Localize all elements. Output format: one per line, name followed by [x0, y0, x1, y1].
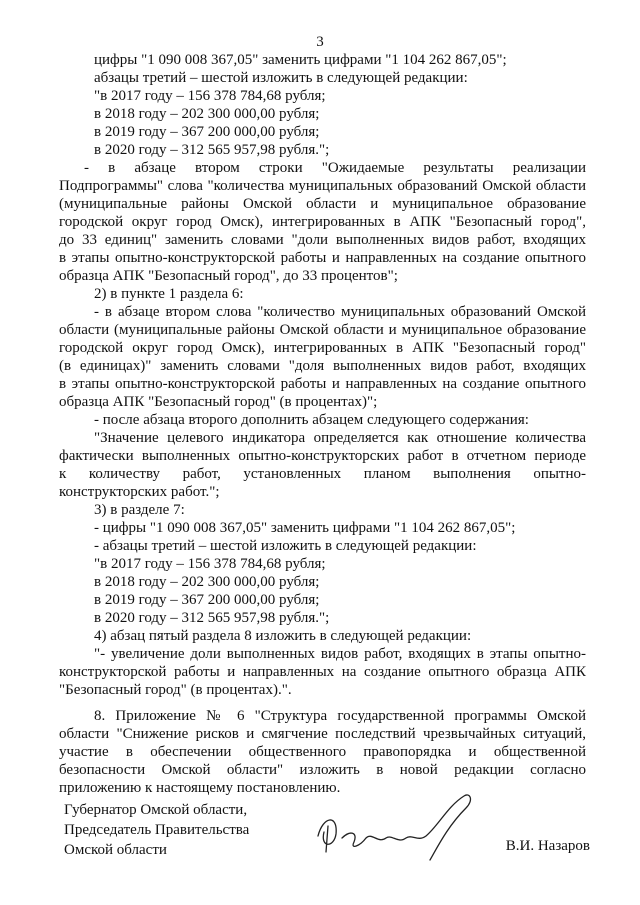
text-line: 4) абзац пятый раздела 8 изложить в следующей редакции: — [94, 628, 472, 644]
text-line: участие в обеспечении общественного правопорядка и общественной — [59, 744, 586, 760]
text-line: образца АПК "Безопасный город" (в процентах)"; — [59, 394, 378, 410]
signatory-title-line-2: Председатель Правительства — [64, 822, 250, 838]
text-line: Подпрограммы" слова "количества муниципальных образований Омской области — [59, 178, 586, 194]
text-line: до 33 единиц" заменить словами "доли выполненных видов работ, входящих — [59, 232, 586, 248]
text-line: в этапы опытно-конструкторской работы и направленных на создание опытного — [59, 376, 586, 392]
text-line: (муниципальные районы Омской области и муниципальное образование — [59, 196, 586, 212]
signatory-title-line-1: Губернатор Омской области, — [64, 802, 248, 818]
text-line: "в 2017 году – 156 378 784,68 рубля; — [94, 556, 326, 572]
text-line: абзацы третий – шестой изложить в следующей редакции: — [94, 70, 468, 86]
document-body — [59, 51, 586, 797]
text-line: в 2020 году – 312 565 957,98 рубля."; — [94, 610, 330, 626]
text-line: городской округ город Омск), интегрированных в АПК "Безопасный город", — [59, 214, 586, 230]
text-line: (в единицах)" заменить словами "доля выполненных видов работ, входящих — [59, 358, 586, 374]
text-line: конструкторских работ."; — [59, 484, 220, 500]
text-line: 3) в разделе 7: — [94, 502, 185, 518]
text-line: - после абзаца второго дополнить абзацем следующего содержания: — [94, 412, 529, 428]
text-line: "Безопасный город" (в процентах).". — [59, 682, 292, 698]
signatory-name: В.И. Назаров — [505, 838, 590, 854]
text-line: "- увеличение доли выполненных видов работ, входящих в этапы опытно- — [94, 646, 586, 662]
text-line: образца АПК "Безопасный город", до 33 процентов"; — [59, 268, 398, 284]
text-line: фактически выполненных опытно-конструкторских работ в отчетном периоде — [59, 448, 586, 464]
text-line: области (муниципальные районы Омской области и муниципальное образование — [59, 322, 586, 338]
text-line: "в 2017 году – 156 378 784,68 рубля; — [94, 88, 326, 104]
text-line: "Значение целевого индикатора определяется как отношение количества — [94, 430, 586, 446]
handwritten-signature — [298, 786, 478, 866]
text-line: цифры "1 090 008 367,05" заменить цифрами "1 104 262 867,05"; — [94, 52, 507, 68]
text-line: 8. Приложение № 6 "Структура государственной программы Омской — [94, 708, 586, 724]
text-line: приложению к настоящему постановлению. — [59, 780, 341, 796]
signatory-title-line-3: Омской области — [64, 842, 167, 858]
signature-block — [64, 800, 249, 860]
text-line: в 2018 году – 202 300 000,00 рубля; — [94, 106, 320, 122]
text-line: к количеству работ, установленных планом выполнения опытно- — [59, 466, 586, 482]
text-line: области "Снижение рисков и смягчение последствий чрезвычайных ситуаций, — [59, 726, 586, 742]
text-line: - цифры "1 090 008 367,05" заменить цифрами "1 104 262 867,05"; — [94, 520, 516, 536]
text-line: - абзацы третий – шестой изложить в следующей редакции: — [94, 538, 477, 554]
text-line: - в абзаце втором слова "количество муниципальных образований Омской — [94, 304, 586, 320]
text-line: - в абзаце втором строки "Ожидаемые результаты реализации — [84, 160, 586, 176]
text-line: в этапы опытно-конструкторской работы и направленных на создание опытного — [59, 250, 586, 266]
page-number: 3 — [316, 34, 324, 50]
text-line: городской округ город Омск), интегрированных в АПК "Безопасный город" — [59, 340, 586, 356]
text-line: 2) в пункте 1 раздела 6: — [94, 286, 244, 302]
text-line: в 2019 году – 367 200 000,00 рубля; — [94, 592, 320, 608]
paragraph-spacer — [94, 699, 586, 707]
text-line: в 2018 году – 202 300 000,00 рубля; — [94, 574, 320, 590]
text-line: конструкторской работы и направленных на создание опытного образца АПК — [59, 664, 586, 680]
text-line: в 2020 году – 312 565 957,98 рубля."; — [94, 142, 330, 158]
text-line: в 2019 году – 367 200 000,00 рубля; — [94, 124, 320, 140]
text-line: безопасности Омской области" изложить в новой редакции согласно — [59, 762, 586, 778]
